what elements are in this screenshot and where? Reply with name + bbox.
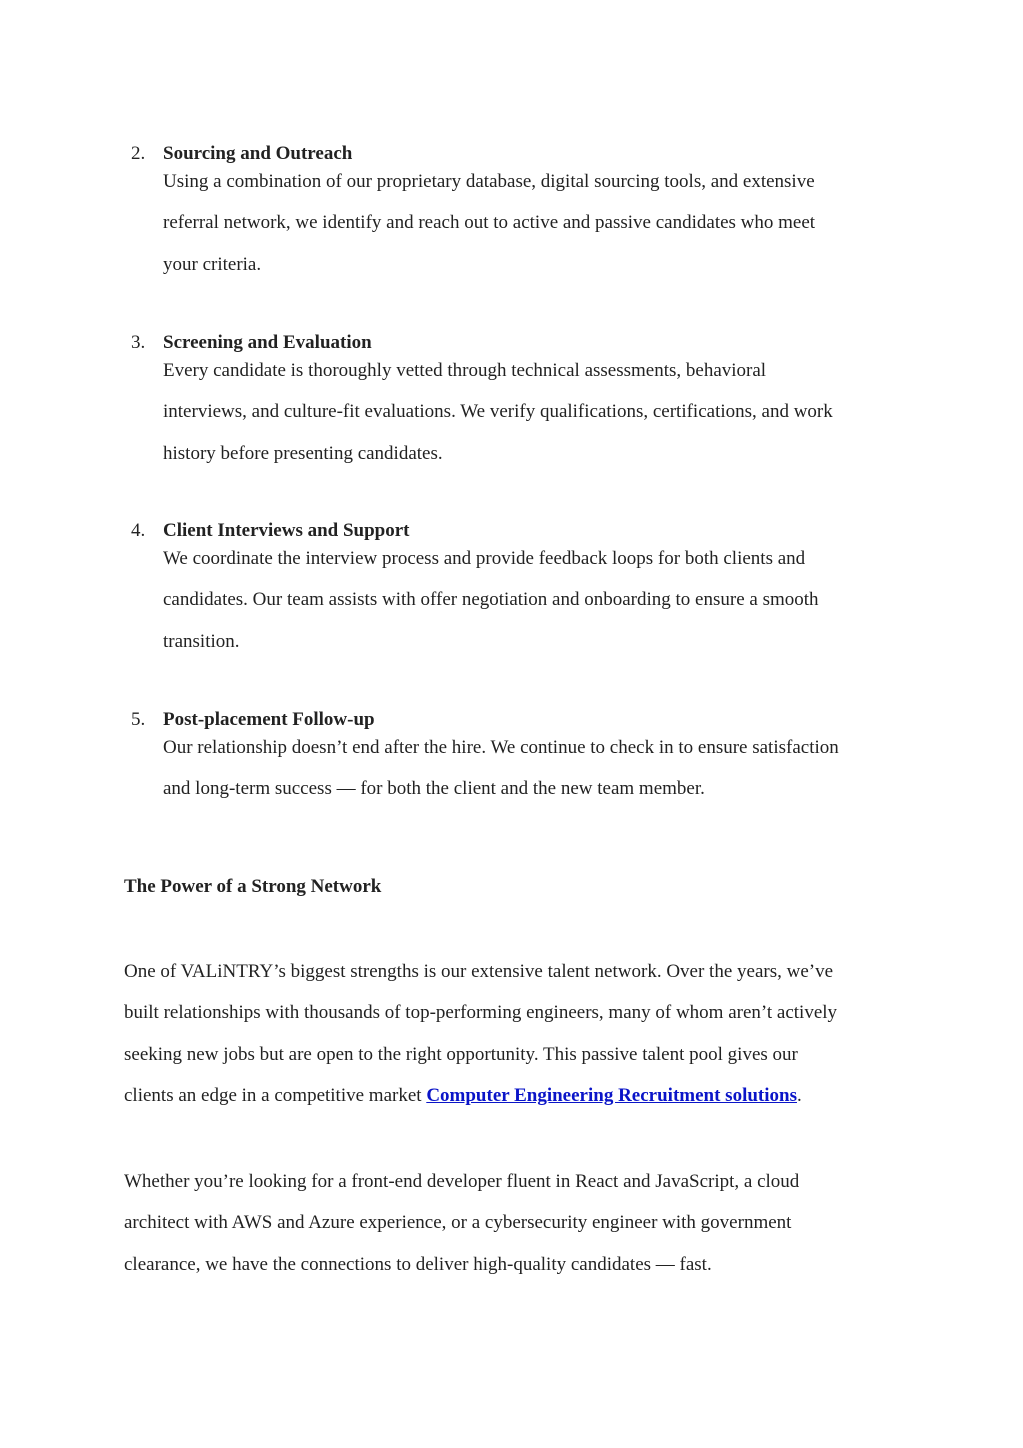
list-number: 5.: [131, 709, 146, 730]
paragraph-line: architect with AWS and Azure experience, or a cybersecurity engineer with government: [124, 1212, 792, 1234]
body-line: your criteria.: [163, 253, 262, 275]
paragraph-line: clearance, we have the connections to deliver high-quality candidates — fast.: [124, 1253, 712, 1275]
body-line: transition.: [163, 630, 240, 652]
list-item-heading: Client Interviews and Support: [163, 520, 410, 541]
link-suffix-text: .: [796, 1084, 802, 1106]
connections-paragraph: [124, 1170, 904, 1294]
body-line: referral network, we identify and reach out to active and passive candidates who meet: [163, 212, 816, 234]
section-heading: The Power of a Strong Network: [124, 876, 382, 897]
body-line: and long-term success — for both the client and the new team member.: [163, 778, 705, 800]
list-number: 3.: [131, 332, 146, 353]
link-prefix-text: clients an edge in a competitive market: [124, 1084, 427, 1106]
list-number: 4.: [131, 520, 146, 541]
list-item-heading: Post-placement Follow-up: [163, 709, 375, 730]
body-line: Every candidate is thoroughly vetted through technical assessments, behavioral: [163, 360, 767, 381]
body-line: candidates. Our team assists with offer negotiation and onboarding to ensure a smooth: [163, 589, 819, 611]
list-item-body: [163, 547, 903, 671]
paragraph-line: One of VALiNTRY’s biggest strengths is our extensive talent network. Over the years, we’ve: [124, 961, 834, 982]
list-item-heading: Screening and Evaluation: [163, 332, 372, 353]
paragraph-line: built relationships with thousands of top-performing engineers, many of whom aren’t actively: [124, 1002, 838, 1024]
recruitment-solutions-link[interactable]: Computer Engineering Recruitment solutions: [426, 1084, 797, 1106]
body-line: We coordinate the interview process and provide feedback loops for both clients and: [163, 548, 806, 569]
body-line: history before presenting candidates.: [163, 442, 443, 464]
list-item-body: [163, 359, 903, 483]
list-item-body: [163, 170, 903, 294]
paragraph-line: Whether you’re looking for a front-end developer fluent in React and JavaScript, a cloud: [124, 1171, 800, 1192]
body-line: interviews, and culture-fit evaluations. We verify qualifications, certifications, and work: [163, 401, 833, 423]
list-item-heading: Sourcing and Outreach: [163, 143, 353, 164]
paragraph-line-with-link: [124, 1084, 904, 1125]
network-paragraph: [124, 960, 904, 1125]
list-item-body: [163, 736, 903, 819]
body-line: Using a combination of our proprietary database, digital sourcing tools, and extensive: [163, 171, 815, 192]
list-number: 2.: [131, 143, 146, 164]
body-line: Our relationship doesn’t end after the hire. We continue to check in to ensure satisfaction: [163, 737, 839, 758]
paragraph-line: seeking new jobs but are open to the right opportunity. This passive talent pool gives our: [124, 1043, 798, 1065]
